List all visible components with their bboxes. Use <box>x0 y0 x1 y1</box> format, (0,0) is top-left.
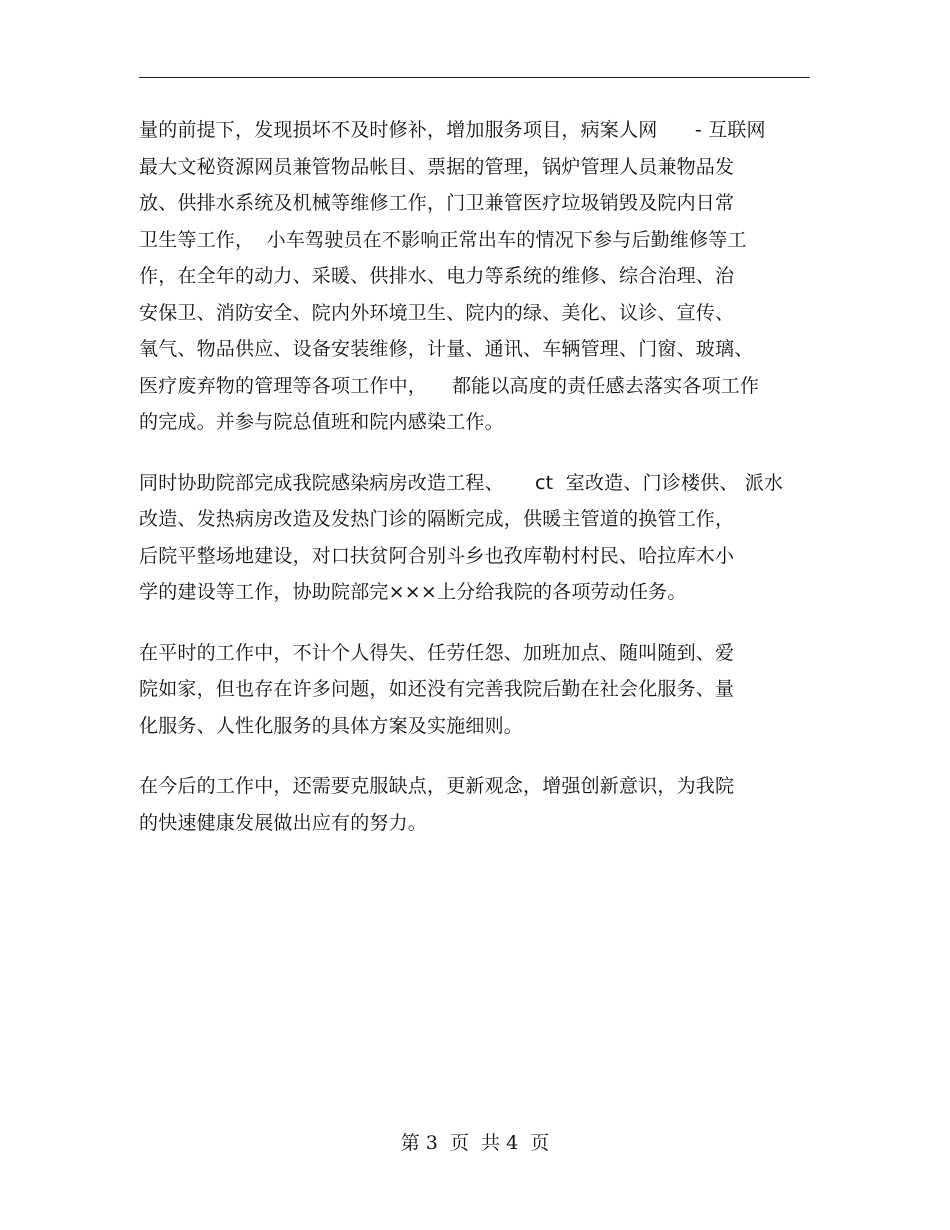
text-line: 放、供排水系统及机械等维修工作，门卫兼管医疗垃圾销毁及院内日常 <box>139 192 735 214</box>
paragraph-4 <box>139 768 819 841</box>
text-line: 同时协助院部完成我院感染病房改造工程、 ct 室改造、门诊楼供、 派水 <box>139 471 784 494</box>
text-line: 医疗废弃物的管理等各项工作中， 都能以高度的责任感去落实各项工作 <box>139 374 760 397</box>
text-line: 后院平整场地建设，对口扶贫阿合别斗乡也孜库勒村村民、哈拉库木小 <box>139 544 735 567</box>
paragraph-3 <box>139 635 819 745</box>
text-line: 作，在全年的动力、采暖、供排水、电力等系统的维修、综合治理、治 <box>139 265 735 287</box>
text-line: 安保卫、消防安全、院内外环境卫生、院内的绿、美化、议诊、宣传、 <box>139 301 735 324</box>
text-line: 院如家，但也存在许多问题，如还没有完善我院后勤在社会化服务、量 <box>139 678 735 700</box>
paragraph-2 <box>139 465 819 611</box>
header-rule <box>139 77 810 78</box>
document-body <box>139 112 819 865</box>
text-line: 改造、发热病房改造及发热门诊的隔断完成，供暖主管道的换管工作， <box>139 508 735 530</box>
text-line: 化服务、人性化服务的具体方案及实施细则。 <box>139 714 524 737</box>
text-line: 氧气、物品供应、设备安装维修，计量、通讯、车辆管理、门窗、玻璃、 <box>139 338 754 360</box>
text-line: 在今后的工作中，还需要克服缺点，更新观念，增强创新意识，为我院 <box>139 775 735 797</box>
paragraph-1 <box>139 112 819 441</box>
text-line: 的完成。并参与院总值班和院内感染工作。 <box>139 411 504 433</box>
text-line: 量的前提下，发现损坏不及时修补，增加服务项目，病案人网 - 互联网 <box>139 119 766 141</box>
text-line: 学的建设等工作，协助院部完×××上分给我院的各项劳动任务。 <box>139 581 687 603</box>
page-number-footer: 第 3 页 共 4 页 <box>400 1132 550 1154</box>
text-line: 的快速健康发展做出应有的努力。 <box>139 811 428 834</box>
text-line: 最大文秘资源网员兼管物品帐目、票据的管理，锅炉管理人员兼物品发 <box>139 155 735 178</box>
text-line: 卫生等工作， 小车驾驶员在不影响正常出车的情况下参与后勤维修等工 <box>139 228 747 251</box>
text-line: 在平时的工作中，不计个人得失、任劳任怨、加班加点、随叫随到、爱 <box>139 641 735 664</box>
